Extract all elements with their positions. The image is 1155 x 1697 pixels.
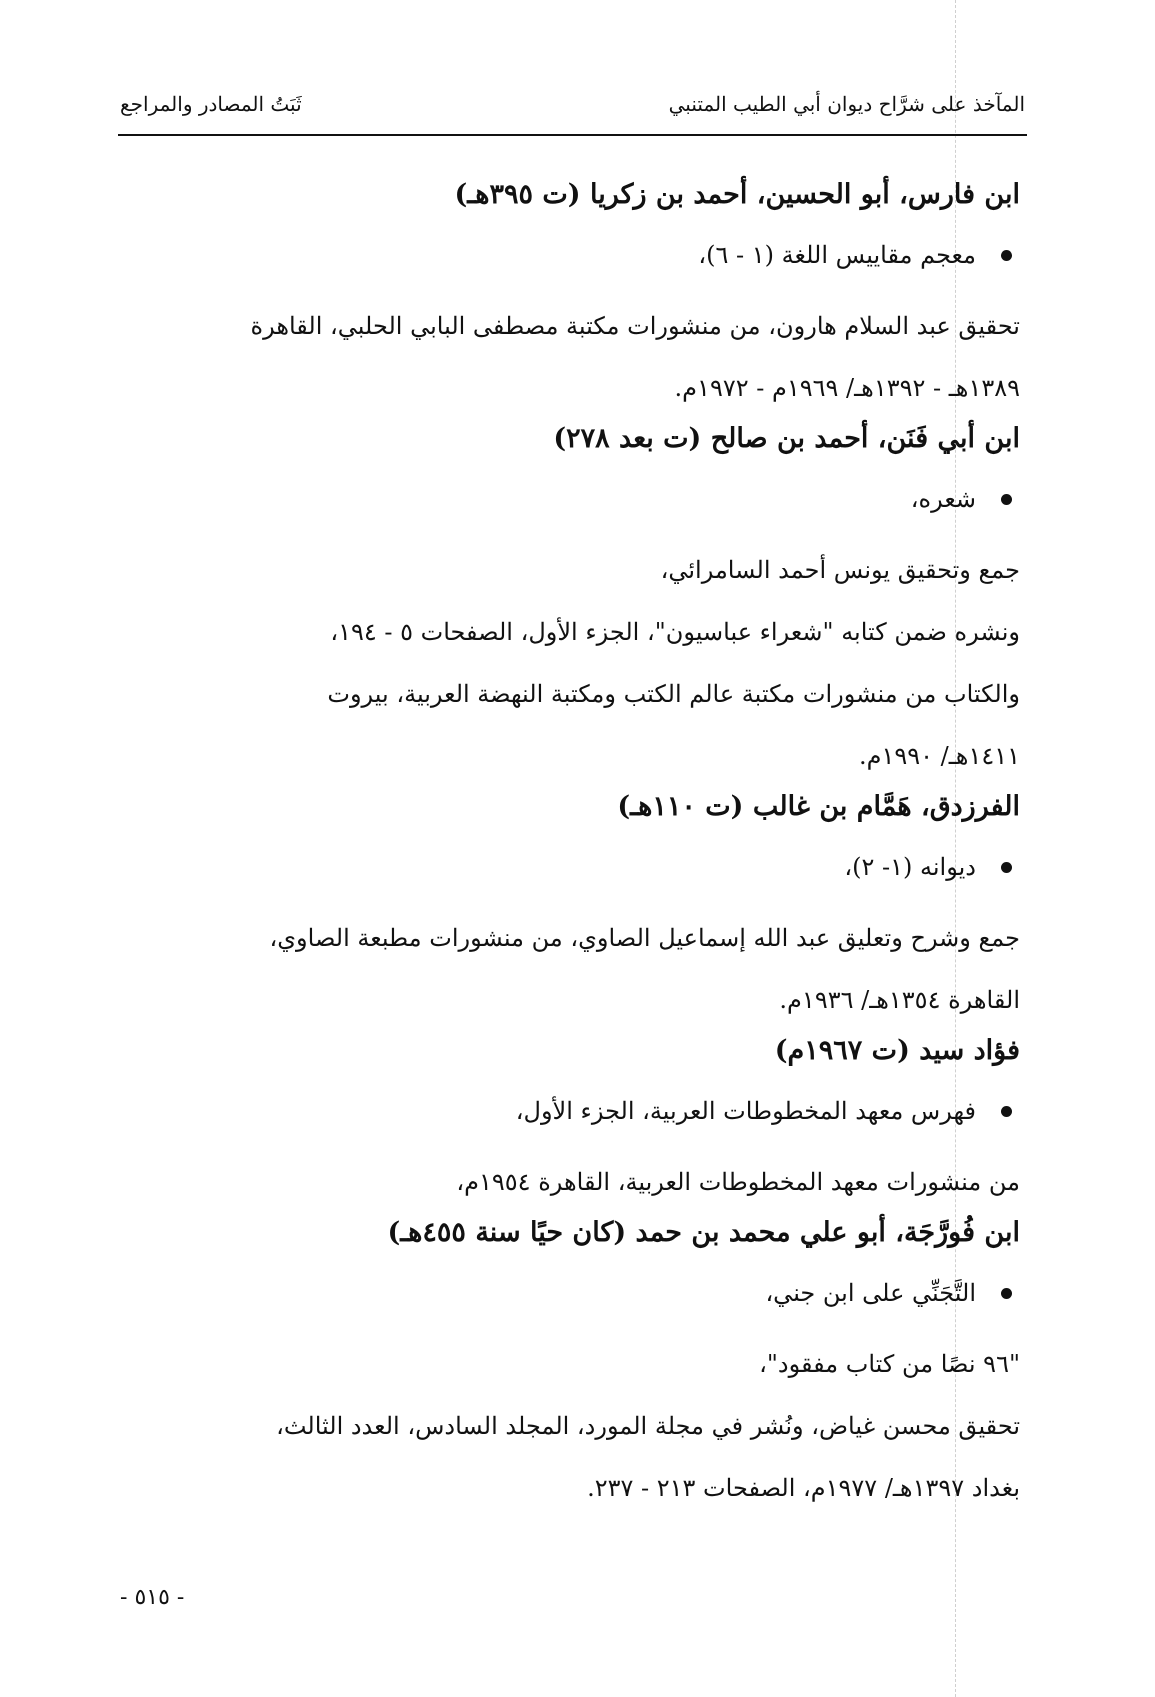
entry-title-text: فهرس معهد المخطوطات العربية، الجزء الأول، [515, 1097, 976, 1125]
running-header [120, 92, 1025, 132]
entry-title [120, 849, 1020, 885]
entry-line: تحقيق عبد السلام هارون، من منشورات مكتبة مصطفى البابي الحلبي، القاهرة [250, 312, 1020, 340]
entry-title-text: ديوانه (١- ٢)، [844, 853, 976, 881]
entry-title-text: التَّجَنِّي على ابن جني، [765, 1279, 976, 1307]
entry-title-text: معجم مقاييس اللغة (١ - ٦)، [698, 241, 976, 269]
header-book-title: المآخذ على شرَّاح ديوان أبي الطيب المتنبي [668, 92, 1025, 116]
bibliography-entry [120, 1213, 1020, 1519]
bibliography-entry [120, 419, 1020, 787]
entry-line: "٩٦ نصًا من كتاب مفقود"، [759, 1350, 1020, 1378]
entry-line: ١٤١١هـ/ ١٩٩٠م. [858, 742, 1020, 770]
bibliography-entry [120, 175, 1020, 419]
entry-author: فؤاد سيد (ت ١٩٦٧م) [774, 1035, 1020, 1066]
entry-title-text: شعره، [910, 485, 976, 513]
entry-line: والكتاب من منشورات مكتبة عالم الكتب ومكتبة النهضة العربية، بيروت [327, 680, 1020, 708]
entry-line: تحقيق محسن غياض، ونُشر في مجلة المورد، المجلد السادس، العدد الثالث، [276, 1412, 1020, 1440]
header-section-title: ثَبَتُ المصادر والمراجع [120, 92, 302, 116]
entry-author: الفرزدق، هَمَّام بن غالب (ت ١١٠هـ) [617, 791, 1020, 822]
entry-author: ابن فُورَّجَة، أبو علي محمد بن حمد (كان حيًا سنة ٤٥٥هـ) [387, 1217, 1020, 1248]
entry-line: ونشره ضمن كتابه "شعراء عباسيون"، الجزء الأول، الصفحات ٥ - ١٩٤، [330, 618, 1020, 646]
entry-title [120, 1275, 1020, 1311]
entry-author: ابن أبي فَنَن، أحمد بن صالح (ت بعد ٢٧٨) [553, 423, 1020, 454]
bullet-icon [1001, 250, 1012, 261]
bibliography-entry [120, 787, 1020, 1031]
bullet-icon [1001, 862, 1012, 873]
entry-author: ابن فارس، أبو الحسين، أحمد بن زكريا (ت ٣٩٥هـ) [454, 179, 1020, 210]
entry-line: القاهرة ١٣٥٤هـ/ ١٩٣٦م. [779, 986, 1020, 1014]
bullet-icon [1001, 1106, 1012, 1117]
header-divider [118, 134, 1027, 136]
entry-line: بغداد ١٣٩٧هـ/ ١٩٧٧م، الصفحات ٢١٣ - ٢٣٧. [587, 1474, 1020, 1502]
bullet-icon [1001, 494, 1012, 505]
entry-title [120, 1093, 1020, 1129]
entry-line: جمع وشرح وتعليق عبد الله إسماعيل الصاوي، من منشورات مطبعة الصاوي، [269, 924, 1020, 952]
bibliography-entry [120, 1031, 1020, 1213]
entry-line: ١٣٨٩هـ - ١٣٩٢هـ/ ١٩٦٩م - ١٩٧٢م. [674, 374, 1020, 402]
entry-line: جمع وتحقيق يونس أحمد السامرائي، [660, 556, 1020, 584]
entry-title [120, 481, 1020, 517]
bullet-icon [1001, 1288, 1012, 1299]
entry-title [120, 237, 1020, 273]
bibliography-list [120, 175, 1020, 1519]
page-number: - ٥١٥ - [120, 1585, 185, 1610]
entry-line: من منشورات معهد المخطوطات العربية، القاهرة ١٩٥٤م، [456, 1168, 1020, 1196]
